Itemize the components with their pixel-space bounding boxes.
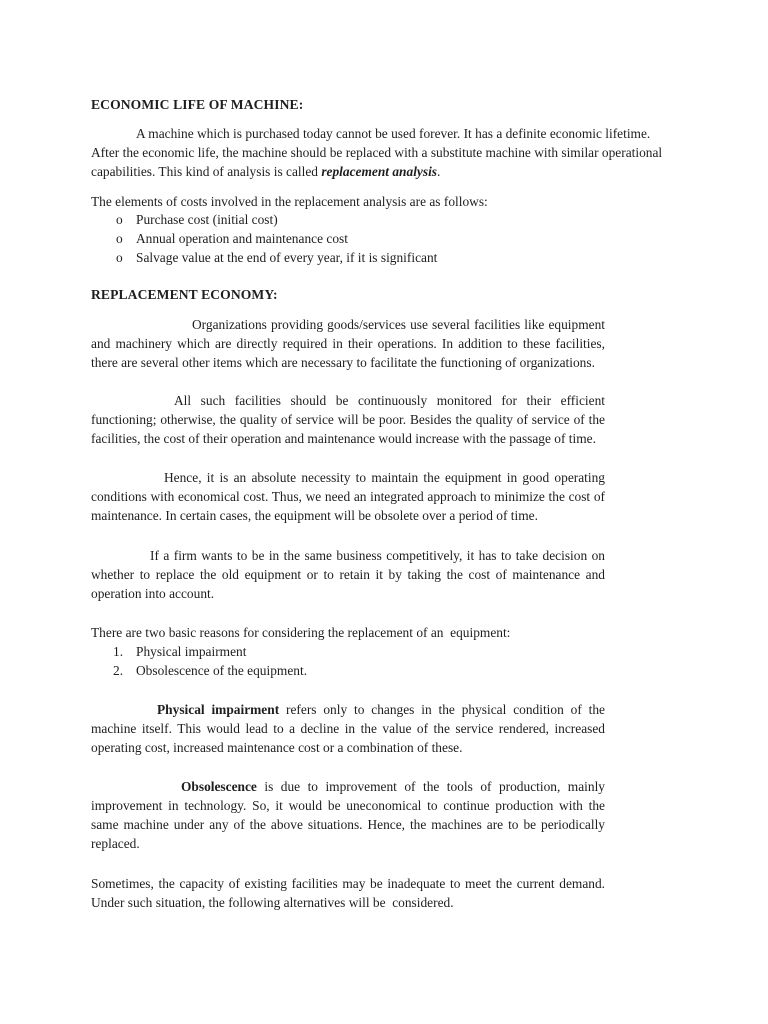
obsolescence-text: is due to improvement of the tools of production, mainly improvement in technology. So, it would be uneconomical to continue production with the same machine under any of the above situations. Hence, the machines are to be periodically replaced.	[91, 779, 605, 851]
list-item	[91, 642, 651, 661]
bullet-mark: o	[116, 212, 123, 227]
list-item-text: Annual operation and maintenance cost	[136, 231, 348, 246]
reasons-intro: There are two basic reasons for considering the replacement of an equipment:	[91, 625, 511, 640]
physical-impairment-text: refers only to changes in the physical condition of the machine itself. This would lead to a decline in the value of the service rendered, increased operating cost, increased maintenance cost or a combination of these.	[91, 702, 605, 755]
list-item	[91, 248, 651, 267]
intro-period: .	[437, 164, 441, 179]
list-item-text: Salvage value at the end of every year, if it is significant	[136, 250, 438, 265]
replacement-paragraph: If a firm wants to be in the same business competitively, it has to take decision on whether to replace the old equipment or to retain it by taking the cost of maintenance and operation into account.	[91, 548, 605, 601]
physical-impairment-paragraph	[91, 700, 605, 757]
economic-life-intro-paragraph	[91, 124, 678, 181]
list-item	[91, 661, 651, 680]
list-item-text: Obsolescence of the equipment.	[136, 663, 308, 678]
list-item	[91, 210, 651, 229]
intro-text: A machine which is purchased today cannot be used forever. It has a definite economic lifetime. After the economic life, the machine should be replaced with a substitute machine with similar operational capabilities. This kind of analysis is called	[91, 126, 663, 179]
obsolescence-term: Obsolescence	[181, 779, 257, 794]
physical-impairment-term: Physical impairment	[157, 702, 280, 717]
list-item	[91, 229, 651, 248]
replacement-paragraph: Organizations providing goods/services use several facilities like equipment and machinery which are directly required in their operations. In addition to these facilities, there are several other items which are necessary to facilitate the functioning of organizations.	[91, 317, 605, 370]
list-number: 1.	[113, 644, 124, 659]
list-number: 2.	[113, 663, 124, 678]
section-heading-economic-life: ECONOMIC LIFE OF MACHINE:	[91, 97, 304, 112]
obsolescence-paragraph	[91, 777, 605, 853]
replacement-paragraph: All such facilities should be continuously monitored for their efficient functioning; otherwise, the quality of service will be poor. Besides the quality of service of the facilities, the cost of their operation and maintenance would increase with the passage of time.	[91, 393, 605, 446]
cost-elements-intro: The elements of costs involved in the replacement analysis are as follows:	[91, 194, 488, 209]
closing-paragraph: Sometimes, the capacity of existing facilities may be inadequate to meet the current demand. Under such situation, the following alternatives will be considered.	[91, 876, 609, 910]
list-item-text: Physical impairment	[136, 644, 247, 659]
replacement-analysis-term: replacement analysis	[321, 164, 437, 179]
bullet-mark: o	[116, 250, 123, 265]
list-item-text: Purchase cost (initial cost)	[136, 212, 278, 227]
replacement-paragraph: Hence, it is an absolute necessity to maintain the equipment in good operating conditions with economical cost. Thus, we need an integrated approach to minimize the cost of maintenance. In certain cases, the equipment will be obsolete over a period of time.	[91, 470, 605, 523]
bullet-mark: o	[116, 231, 123, 246]
section-heading-replacement-economy: REPLACEMENT ECONOMY:	[91, 287, 278, 302]
